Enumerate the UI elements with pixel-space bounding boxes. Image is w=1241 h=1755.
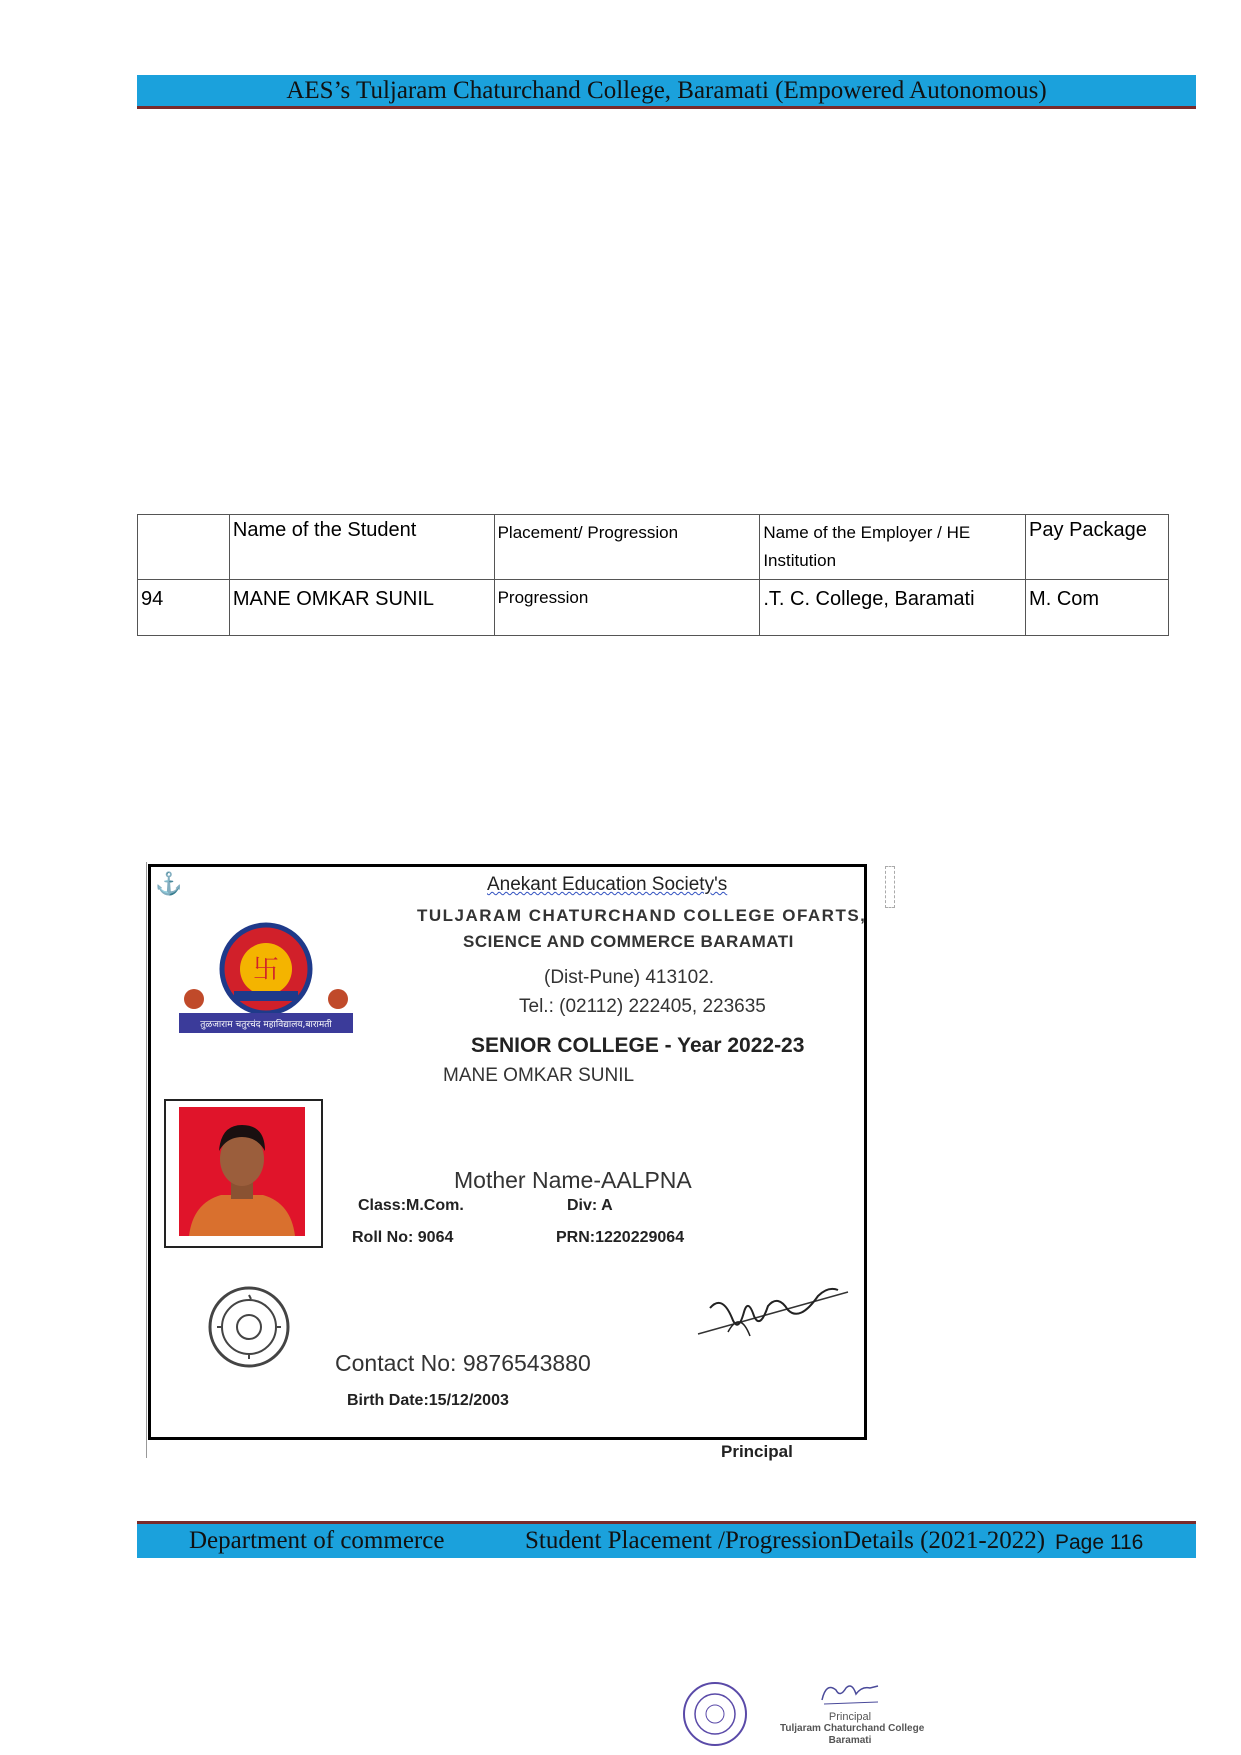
id-card-image [146, 862, 896, 1462]
contact-number: Contact No: 9876543880 [335, 1350, 591, 1376]
progression-table [137, 514, 1169, 636]
table-header-cell: Name of the Student [229, 515, 494, 580]
college-phone: Tel.: (02112) 222405, 223635 [519, 996, 766, 1017]
table-header-cell [138, 515, 230, 580]
anchor-icon: ⚓ [155, 871, 183, 896]
principal-signature [688, 1272, 858, 1352]
roll-number: Roll No: 9064 [352, 1229, 454, 1246]
page-footer [137, 1521, 1196, 1558]
society-name [487, 874, 727, 896]
table-cell-package: M. Com [1026, 580, 1169, 636]
college-address: (Dist-Pune) 413102. [544, 967, 715, 988]
birth-date: Birth Date:15/12/2003 [347, 1392, 509, 1409]
header-title: AES’s Tuljaram Chaturchand College, Baramati (Empowered Autonomous) [286, 77, 1047, 104]
principal-signature-block [780, 1678, 925, 1748]
mother-name: Mother Name-AALPNA [454, 1167, 692, 1193]
footer-department: Department of commerce [189, 1527, 445, 1554]
id-card [148, 864, 867, 1440]
svg-text:卐: 卐 [252, 955, 280, 985]
card-student-name: MANE OMKAR SUNIL [443, 1065, 635, 1086]
table-row [138, 580, 1169, 636]
table-header-cell: Pay Package [1026, 515, 1169, 580]
society-name-text: Anekant Education Society's [487, 874, 728, 895]
image-handle [885, 866, 895, 908]
college-seal [207, 1285, 291, 1369]
student-photo [179, 1107, 305, 1236]
table-header-cell: Name of the Employer / HE Institution [760, 515, 1026, 580]
college-stamp [682, 1681, 748, 1747]
table-cell-institution: .T. C. College, Baramati [760, 580, 1026, 636]
principal-title: Principal [828, 1711, 872, 1723]
senior-college-year: SENIOR COLLEGE - Year 2022-23 [471, 1034, 805, 1057]
table-cell-serial: 94 [138, 580, 230, 636]
principal-signature-small [818, 1678, 882, 1708]
college-name-line2: SCIENCE AND COMMERCE BARAMATI [463, 932, 794, 951]
footer-title: Student Placement /ProgressionDetails (2021-2022) [525, 1527, 1046, 1554]
table-cell-student: MANE OMKAR SUNIL [229, 580, 494, 636]
table-header-cell: Placement/ Progression [494, 515, 760, 580]
college-logo [176, 919, 356, 1039]
college-name-line1: TULJARAM CHATURCHAND COLLEGE OFARTS, [417, 906, 867, 925]
class-label: Class:M.Com. [358, 1197, 464, 1214]
principal-city: Baramati [828, 1735, 872, 1746]
principal-college: Tuljaram Chaturchand College [780, 1723, 925, 1734]
page-header [137, 75, 1196, 109]
student-photo-frame [164, 1099, 323, 1248]
logo-caption: तुळजाराम चतुरचंद महाविद्यालय,बारामती [200, 1020, 332, 1030]
division-label: Div: A [567, 1197, 613, 1214]
image-edge [146, 862, 147, 1458]
prn-number: PRN:1220229064 [556, 1229, 685, 1246]
page-number: Page 116 [1055, 1531, 1144, 1554]
table-header-row [138, 515, 1169, 580]
principal-label: Principal [721, 1442, 793, 1461]
table-cell-progression: Progression [494, 580, 760, 636]
